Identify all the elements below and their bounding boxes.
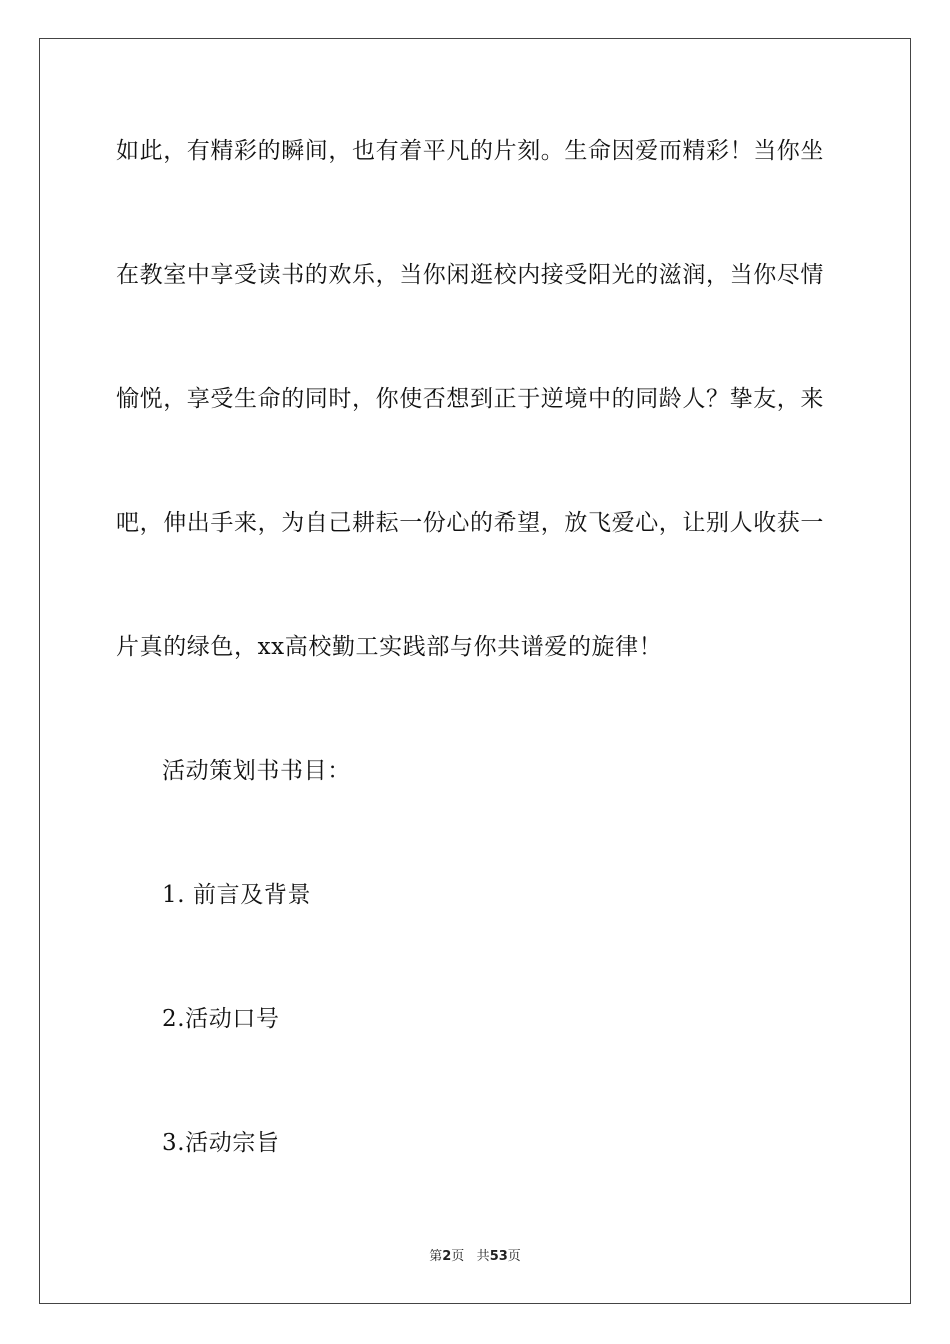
paragraph-line: 片真的绿色，xx高校勤工实践部与你共谱爱的旋律！	[116, 634, 663, 660]
paragraph-line: 如此，有精彩的瞬间，也有着平凡的片刻。生命因爱而精彩！当你坐	[116, 138, 824, 164]
page-border	[39, 38, 911, 1304]
toc-heading: 活动策划书书目：	[162, 758, 351, 784]
total-suffix: 页	[507, 1249, 521, 1264]
total-prefix: 共	[476, 1249, 490, 1264]
page-footer	[0, 1245, 950, 1264]
page-suffix: 页	[451, 1249, 465, 1264]
page-current: 2	[442, 1249, 452, 1264]
page-prefix: 第	[429, 1249, 443, 1264]
paragraph-line: 愉悦，享受生命的同时，你使否想到正于逆境中的同龄人？挚友，来	[116, 386, 824, 412]
toc-item: 3.活动宗旨	[162, 1130, 280, 1156]
paragraph-line: 在教室中享受读书的欢乐，当你闲逛校内接受阳光的滋润，当你尽情	[116, 262, 824, 288]
paragraph-line: 吧，伸出手来，为自己耕耘一份心的希望，放飞爱心，让别人收获一	[116, 510, 824, 536]
page-total: 53	[489, 1249, 508, 1264]
toc-item: 2.活动口号	[162, 1006, 280, 1032]
toc-item: 1. 前言及背景	[162, 882, 312, 908]
